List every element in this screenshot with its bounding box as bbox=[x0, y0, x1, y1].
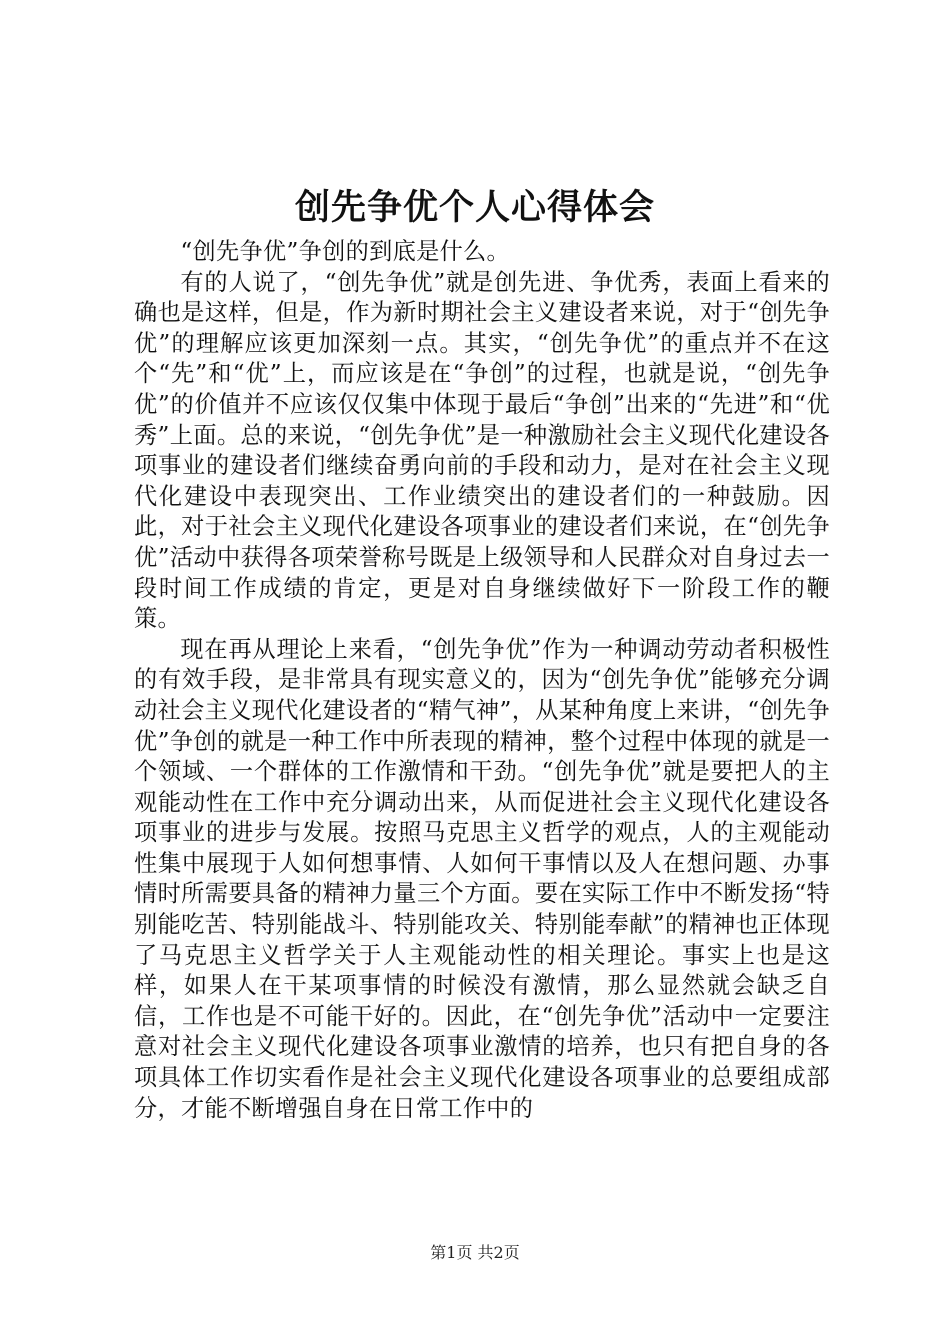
paragraph: 有的人说了，“创先争优”就是创先进、争优秀，表面上看来的确也是这样，但是，作为新时期社会主义建设者来说，对于“创先争优”的理解应该更加深刻一点。其实，“创先争优”的重点并不在这个“先”和“优”上，而应该是在“争创”的过程，也就是说，“创先争优”的价值并不应该仅仅集中体现于最后“争创”出来的“先进”和“优秀”上面。总的来说，“创先争优”是一种激励社会主义现代化建设各项事业的建设者们继续奋勇向前的手段和动力，是对在社会主义现代化建设中表现突出、工作业绩突出的建设者们的一种鼓励。因此，对于社会主义现代化建设各项事业的建设者们来说，在“创先争优”活动中获得各项荣誉称号既是上级领导和人民群众对自身过去一段时间工作成绩的肯定，更是对自身继续做好下一阶段工作的鞭策。 bbox=[134, 268, 830, 633]
document-body bbox=[134, 237, 830, 1124]
page-footer: 第1页 共2页 bbox=[430, 1243, 520, 1262]
page-title: 创先争优个人心得体会 bbox=[294, 187, 655, 228]
paragraph: “创先争优”争创的到底是什么。 bbox=[180, 238, 511, 265]
paragraph: 现在再从理论上来看，“创先争优”作为一种调动劳动者积极性的有效手段，是非常具有现实意义的，因为“创先争优”能够充分调动社会主义现代化建设者的“精气神”，从某种角度上来讲，“创先争优”争创的就是一种工作中所表现的精神，整个过程中体现的就是一个领域、一个群体的工作激情和干劲。“创先争优”就是要把人的主观能动性在工作中充分调动出来，从而促进社会主义现代化建设各项事业的进步与发展。按照马克思主义哲学的观点，人的主观能动性集中展现于人如何想事情、人如何干事情以及人在想问题、办事情时所需要具备的精神力量三个方面。要在实际工作中不断发扬“特别能吃苦、特别能战斗、特别能攻关、特别能奉献”的精神也正体现了马克思主义哲学关于人主观能动性的相关理论。事实上也是这样，如果人在干某项事情的时候没有激情，那么显然就会缺乏自信，工作也是不可能干好的。因此，在“创先争优”活动中一定要注意对社会主义现代化建设各项事业激情的培养，也只有把自身的各项具体工作切实看作是社会主义现代化建设各项事业的总要组成部分，才能不断增强自身在日常工作中的 bbox=[134, 635, 830, 1122]
